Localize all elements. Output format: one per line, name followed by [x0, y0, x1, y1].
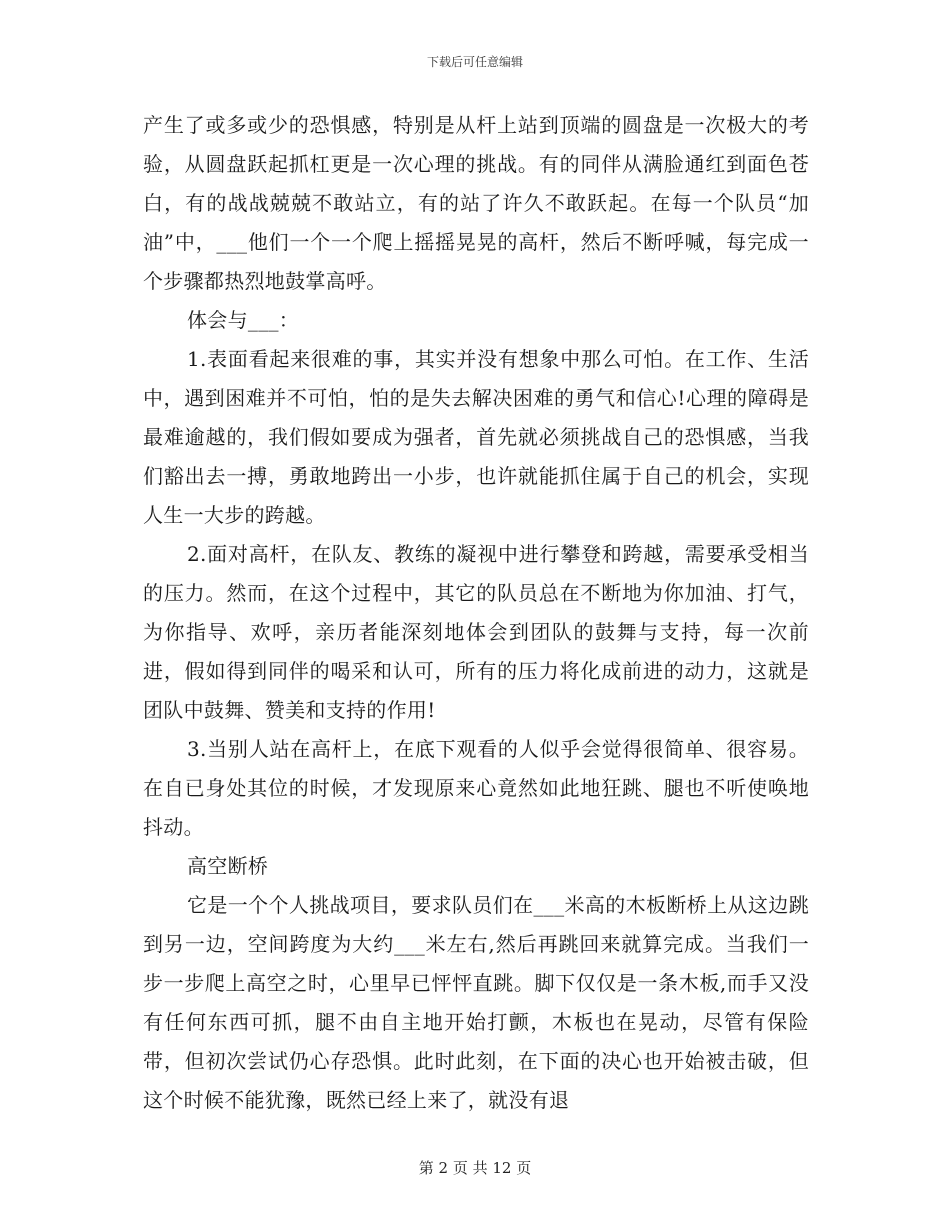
paragraph-point-2: 2.面对高杆，在队友、教练的凝视中进行攀登和跨越，需要承受相当的压力。然而，在这个过程中，其它的队员总在不断地为你加油、打气，为你指导、欢呼，亲历者能深刻地体会到团队的鼓舞与支持，每一次前进，假如得到同伴的喝采和认可，所有的压力将化成前进的动力，这就是团队中鼓舞、赞美和支持的作用! — [143, 542, 809, 722]
document-body — [143, 106, 809, 1120]
paragraph-continued: 产生了或多或少的恐惧感，特别是从杆上站到顶端的圆盘是一次极大的考验，从圆盘跃起抓杠更是一次心理的挑战。有的同伴从满脸通红到面色苍白，有的战战兢兢不敢站立，有的站了许久不敢跃起。在每一个队员“加油”中，___他们一个一个爬上摇摇晃晃的高杆，然后不断呼喊，每完成一个步骤都热烈地鼓掌高呼。 — [143, 113, 809, 293]
page-number: 第 2 页 共 12 页 — [418, 1159, 532, 1177]
header-note: 下载后可任意编辑 — [426, 55, 523, 69]
paragraph-point-1: 1.表面看起来很难的事，其实并没有想象中那么可怕。在工作、生活中，遇到困难并不可怕，怕的是失去解决困难的勇气和信心!心理的障碍是最难逾越的，我们假如要成为强者，首先就必须挑战自己的恐惧感，当我们豁出去一搏，勇敢地跨出一小步，也许就能抓住属于自己的机会，实现人生一大步的跨越。 — [143, 347, 809, 527]
paragraph-broken-bridge: 它是一个个人挑战项目，要求队员们在___米高的木板断桥上从这边跳到另一边，空间跨度为大约___米左右,然后再跳回来就算完成。当我们一步一步爬上高空之时，心里早已怦怦直跳。脚下仅仅是一条木板,而手又没有任何东西可抓，腿不由自主地开始打颤，木板也在晃动，尽管有保险带，但初次尝试仍心存恐惧。此时此刻，在下面的决心也开始被击破，但这个时候不能犹豫，既然已经上来了，就没有退 — [143, 893, 809, 1112]
paragraph-heading-reflection: 体会与___： — [187, 308, 300, 332]
section-heading-broken-bridge: 高空断桥 — [187, 854, 269, 878]
paragraph-point-3: 3.当别人站在高杆上，在底下观看的人似乎会觉得很简单、很容易。在自已身处其位的时候，才发现原来心竟然如此地狂跳、腿也不听使唤地抖动。 — [143, 737, 809, 839]
